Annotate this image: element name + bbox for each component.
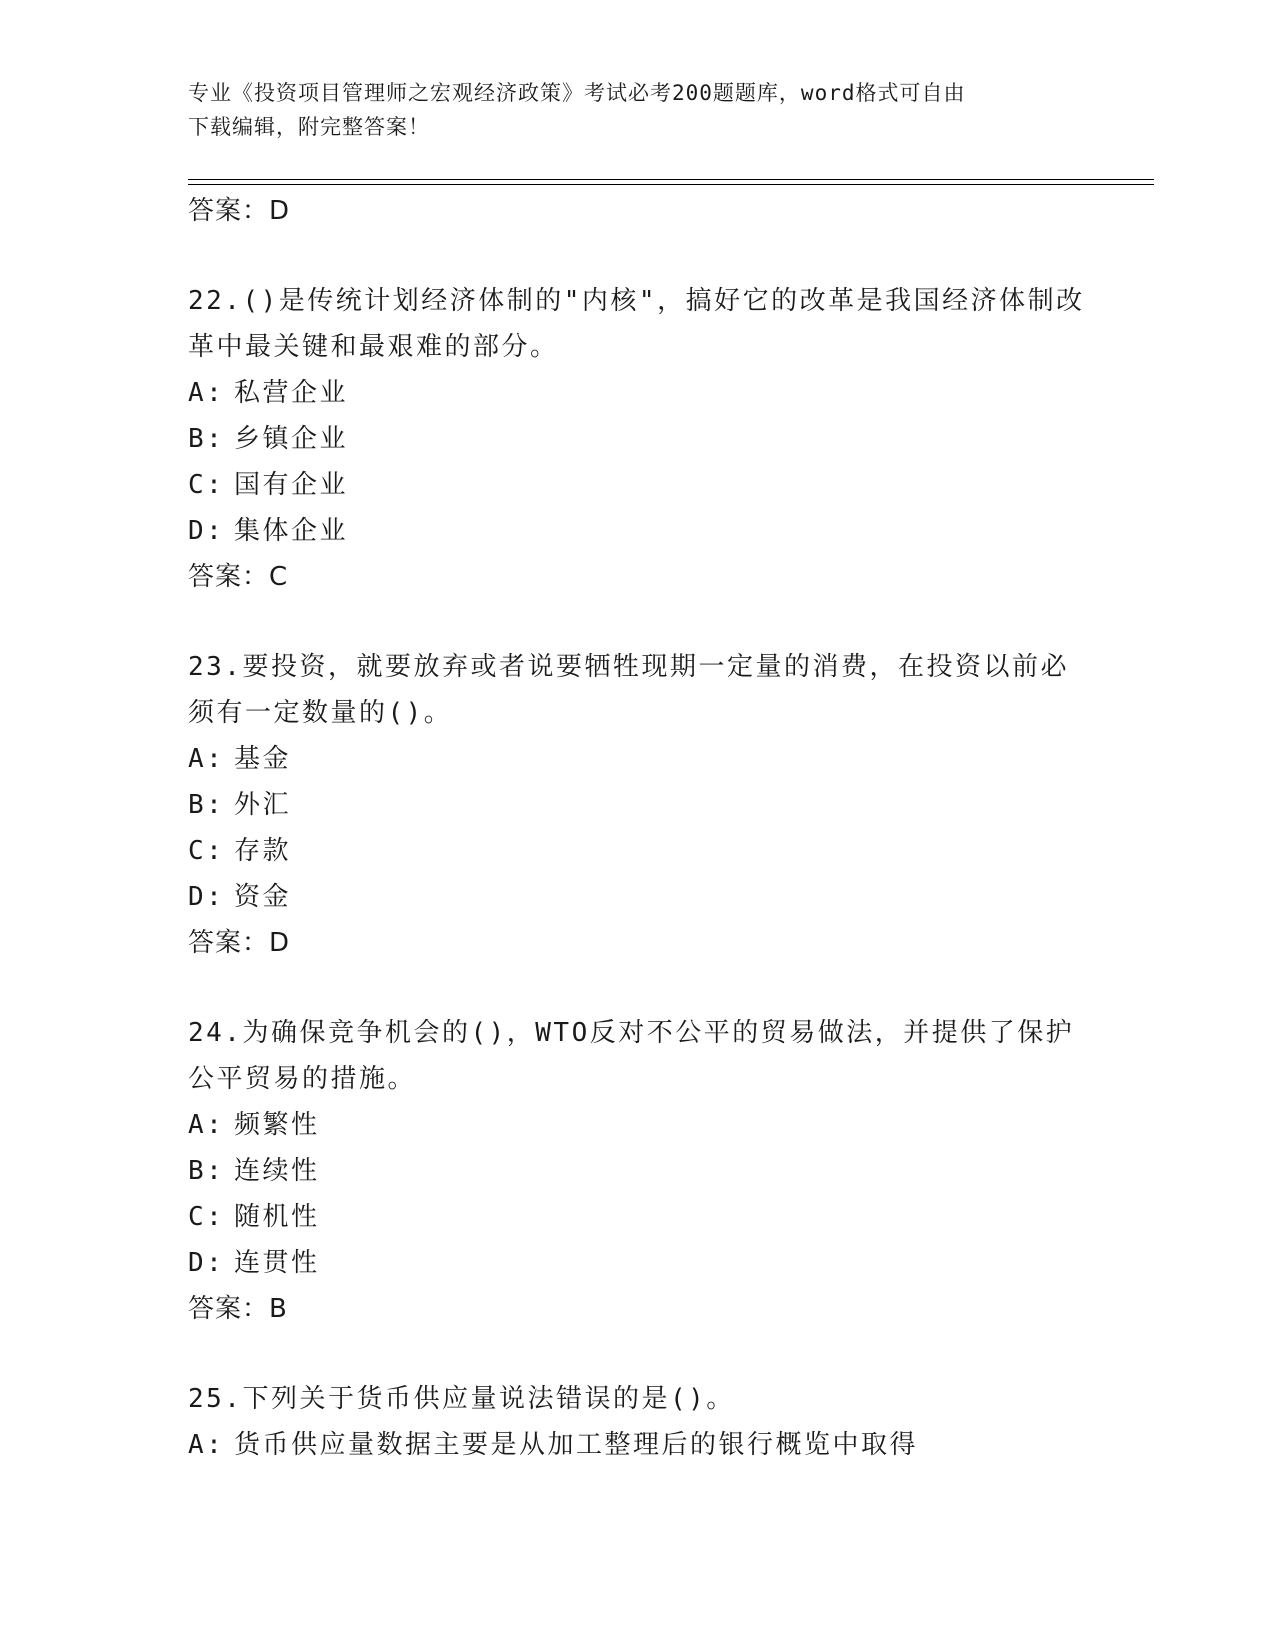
- question-block: [188, 278, 1088, 600]
- header-line-2: 下载编辑，附完整答案！: [188, 115, 430, 139]
- option-b: [188, 1148, 1088, 1194]
- option-label: A:: [188, 1430, 225, 1460]
- option-label: D:: [188, 1248, 225, 1278]
- option-text: 连续性: [234, 1156, 320, 1186]
- answer-line: 答案：D: [188, 928, 291, 958]
- spacer: [188, 1332, 1088, 1376]
- answer-line: 答案：B: [188, 1294, 288, 1324]
- option-b: [188, 782, 1088, 828]
- option-text: 货币供应量数据主要是从加工整理后的银行概览中取得: [234, 1430, 919, 1460]
- question-text: 须有一定数量的()。: [188, 698, 453, 728]
- header-rule-bottom: [188, 184, 1154, 185]
- option-d: [188, 1240, 1088, 1286]
- option-text: 频繁性: [234, 1110, 320, 1140]
- option-text: 随机性: [234, 1202, 320, 1232]
- option-b: [188, 416, 1088, 462]
- option-d: [188, 874, 1088, 920]
- option-c: [188, 1194, 1088, 1240]
- header-rule-top: [188, 179, 1154, 180]
- option-text: 基金: [234, 744, 292, 774]
- option-label: B:: [188, 424, 225, 454]
- option-a: [188, 370, 1088, 416]
- option-label: A:: [188, 1110, 225, 1140]
- spacer: [188, 600, 1088, 644]
- question-text: 公平贸易的措施。: [188, 1064, 417, 1094]
- option-c: [188, 462, 1088, 508]
- question-text: 23.要投资，就要放弃或者说要牺牲现期一定量的消费，在投资以前必: [188, 652, 1069, 682]
- option-label: D:: [188, 882, 225, 912]
- document-header: [188, 76, 1068, 144]
- question-text: 22.()是传统计划经济体制的"内核"，搞好它的改革是我国经济体制改: [188, 286, 1085, 316]
- option-text: 集体企业: [234, 516, 349, 546]
- option-label: A:: [188, 744, 225, 774]
- option-text: 资金: [234, 882, 292, 912]
- option-label: A:: [188, 378, 225, 408]
- option-label: C:: [188, 470, 225, 500]
- option-text: 国有企业: [234, 470, 349, 500]
- option-text: 外汇: [234, 790, 292, 820]
- option-d: [188, 508, 1088, 554]
- question-text: 25.下列关于货币供应量说法错误的是()。: [188, 1384, 735, 1414]
- option-label: D:: [188, 516, 225, 546]
- option-a: [188, 1102, 1088, 1148]
- question-text: 24.为确保竞争机会的()，WTO反对不公平的贸易做法，并提供了保护: [188, 1018, 1075, 1048]
- spacer: [188, 234, 1088, 278]
- spacer: [188, 966, 1088, 1010]
- answer-line: 答案：C: [188, 562, 289, 592]
- option-text: 乡镇企业: [234, 424, 349, 454]
- question-block: [188, 1010, 1088, 1332]
- option-text: 连贯性: [234, 1248, 320, 1278]
- question-list: [188, 188, 1088, 1468]
- question-block: [188, 644, 1088, 966]
- question-text: 革中最关键和最艰难的部分。: [188, 332, 559, 362]
- option-label: C:: [188, 1202, 225, 1232]
- option-label: B:: [188, 790, 225, 820]
- answer-line: 答案：D: [188, 196, 291, 226]
- option-c: [188, 828, 1088, 874]
- question-block: [188, 1376, 1088, 1468]
- option-text: 私营企业: [234, 378, 349, 408]
- option-a: [188, 1422, 1088, 1468]
- header-line-1: 专业《投资项目管理师之宏观经济政策》考试必考200题题库，word格式可自由: [188, 81, 966, 105]
- option-text: 存款: [234, 836, 292, 866]
- option-label: B:: [188, 1156, 225, 1186]
- option-a: [188, 736, 1088, 782]
- option-label: C:: [188, 836, 225, 866]
